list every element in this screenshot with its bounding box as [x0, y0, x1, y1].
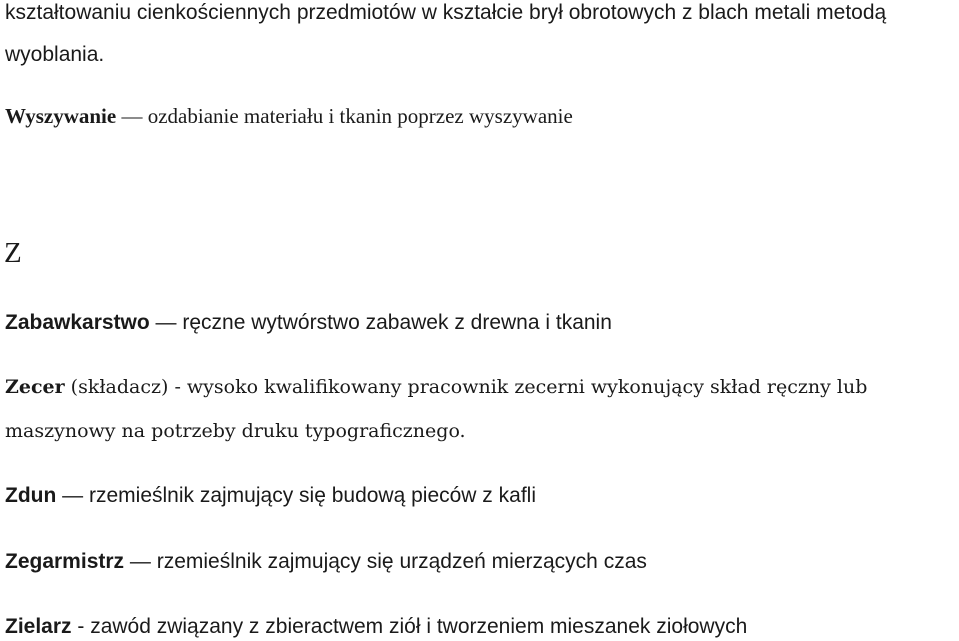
entry-continuation-line-1: kształtowaniu cienkościennych przedmiotów w kształcie brył obrotowych z blach metali metodą: [5, 1, 887, 24]
entry-definition: — rzemieślnik zajmujący się budową pieców z kafli: [56, 484, 536, 507]
entry-definition: — ozdabianie materiału i tkanin poprzez wyszywanie: [116, 104, 573, 128]
entry-zabawkarstwo: [5, 310, 612, 336]
entry-term: Zecer: [5, 376, 65, 398]
entry-zdun: [5, 483, 536, 509]
entry-zielarz: [5, 614, 747, 640]
entry-continuation-line-2: wyoblania.: [5, 43, 105, 66]
entry-wyszywanie: [5, 103, 573, 129]
section-letter-heading: Z: [4, 237, 22, 269]
entry-term: Zielarz: [5, 615, 72, 638]
entry-definition: (składacz) - wysoko kwalifikowany pracownik zecerni wykonujący skład ręczny lub: [64, 376, 868, 398]
entry-zegarmistrz: [5, 549, 647, 575]
entry-zecer: [5, 374, 867, 400]
entry-definition: — rzemieślnik zajmujący się urządzeń mierzących czas: [124, 550, 647, 573]
entry-definition: - zawód związany z zbieractwem ziół i tworzeniem mieszanek ziołowych: [71, 615, 748, 638]
entry-term: Wyszywanie: [5, 104, 117, 128]
entry-definition: — ręczne wytwórstwo zabawek z drewna i tkanin: [149, 311, 612, 334]
entry-term: Zegarmistrz: [5, 550, 125, 573]
entry-zecer-continuation: maszynowy na potrzeby druku typograficznego.: [5, 420, 466, 442]
entry-term: Zabawkarstwo: [5, 311, 150, 334]
entry-term: Zdun: [5, 484, 57, 507]
